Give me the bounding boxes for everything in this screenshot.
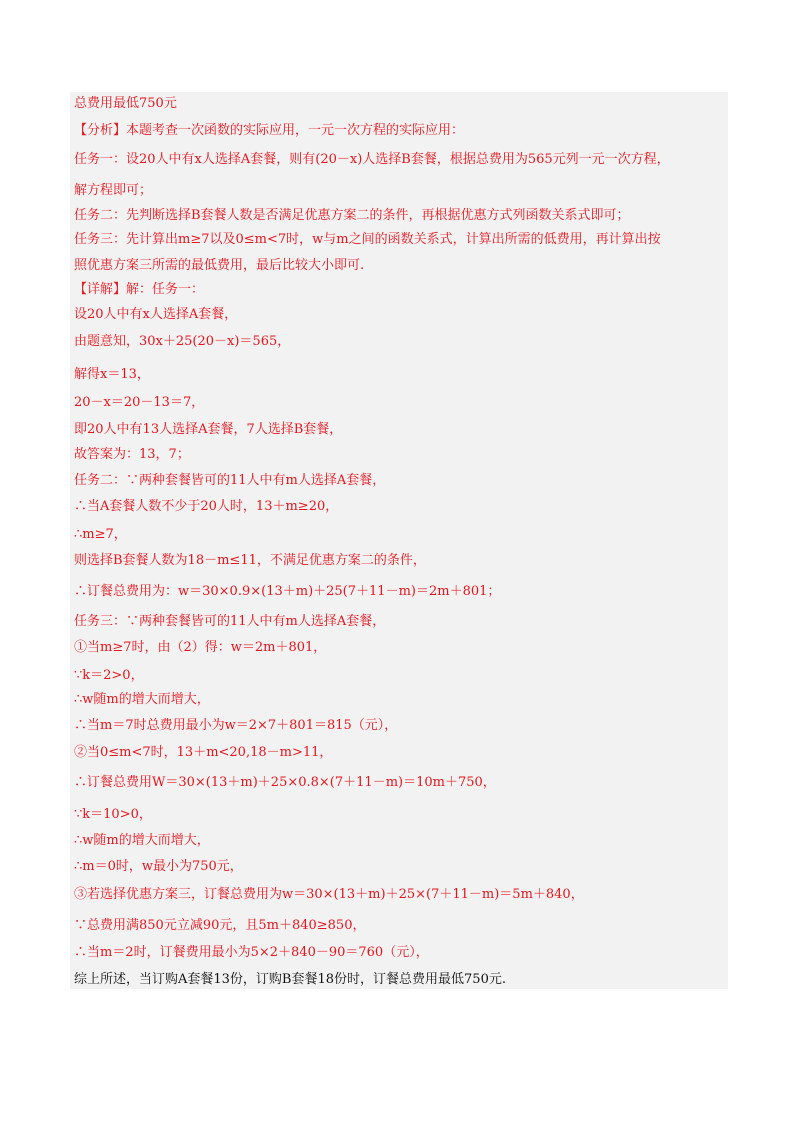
text-line-24: ∴当m＝7时总费用最小为w＝2×7＋801＝815（元）， <box>74 718 398 733</box>
text-line-2: 【分析】本题考查一次函数的实际应用，一元一次方程的实际应用： <box>74 123 465 138</box>
text-line-17: ∴m≥7， <box>74 527 127 542</box>
text-line-3: 任务一：设20人中有x人选择A套餐，则有(20－x)人选择B套餐，根据总费用为565元列一元一次方程， <box>74 152 670 167</box>
text-line-26: ∴订餐总费用W＝30×(13＋m)＋25×0.8×(7＋11－m)＝10m＋750， <box>74 775 496 790</box>
text-line-6: 任务三：先计算出m≥7以及0≤m<7时，w与m之间的函数关系式，计算出所需的低费用，再计算出按 <box>74 232 661 247</box>
text-line-21: ①当m≥7时，由（2）得：w＝2m＋801， <box>74 640 327 655</box>
text-line-28: ∴w随m的增大而增大， <box>74 833 210 848</box>
text-line-11: 解得x＝13， <box>74 367 150 382</box>
text-line-19: ∴订餐总费用为：w＝30×0.9×(13＋m)＋25(7＋11－m)＝2m＋801； <box>74 584 501 599</box>
text-line-12: 20－x＝20－13＝7， <box>74 395 205 410</box>
text-line-4: 解方程即可； <box>74 183 153 198</box>
text-line-23: ∴w随m的增大而增大， <box>74 692 210 707</box>
text-line-32: ∴当m＝2时，订餐费用最小为5×2＋840－90＝760（元）， <box>74 945 429 960</box>
text-line-9: 设20人中有x人选择A套餐， <box>74 307 238 322</box>
text-line-16: ∴当A套餐人数不少于20人时，13＋m≥20， <box>74 499 339 514</box>
text-line-30: ③若选择优惠方案三，订餐总费用为w＝30×(13＋m)＋25×(7＋11－m)＝5m＋840， <box>74 887 584 902</box>
text-line-5: 任务二：先判断选择B套餐人数是否满足优惠方案二的条件，再根据优惠方式列函数关系式即可； <box>74 208 630 223</box>
solution-panel <box>70 92 728 989</box>
text-line-1: 总费用最低750元 <box>74 96 177 111</box>
text-line-33: 综上所述，当订购A套餐13份，订购B套餐18份时，订餐总费用最低750元. <box>74 972 506 987</box>
text-line-20: 任务三：∵两种套餐皆可的11人中有m人选择A套餐， <box>74 614 386 629</box>
text-line-10: 由题意知，30x＋25(20－x)＝565， <box>74 334 291 349</box>
text-line-13: 即20人中有13人选择A套餐，7人选择B套餐， <box>74 422 343 437</box>
text-line-15: 任务二：∵两种套餐皆可的11人中有m人选择A套餐， <box>74 473 386 488</box>
text-line-18: 则选择B套餐人数为18－m≤11，不满足优惠方案二的条件， <box>74 553 426 568</box>
text-line-29: ∴m＝0时，w最小为750元， <box>74 859 243 874</box>
text-line-7: 照优惠方案三所需的最低费用，最后比较大小即可. <box>74 258 365 273</box>
text-line-14: 故答案为：13，7； <box>74 447 190 462</box>
text-line-25: ②当0≤m<7时，13＋m<20,18－m>11， <box>74 745 333 760</box>
text-line-31: ∵总费用满850元立减90元，且5m＋840≥850， <box>74 918 366 933</box>
text-line-22: ∵k＝2>0， <box>74 668 144 683</box>
text-line-27: ∵k＝10>0， <box>74 807 152 822</box>
text-line-8: 【详解】解：任务一： <box>74 282 205 297</box>
